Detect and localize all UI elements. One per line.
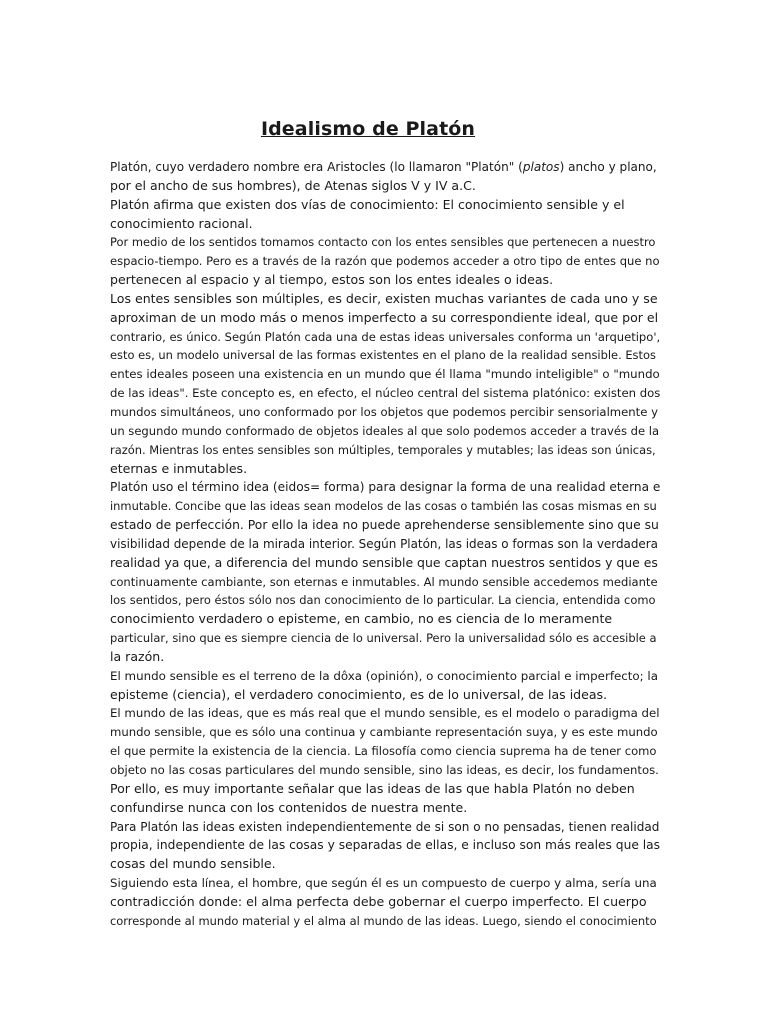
text-line: confundirse nunca con los contenidos de nuestra mente. <box>110 799 468 815</box>
text-line: los sentidos, pero éstos sólo nos dan conocimiento de lo particular. La ciencia, entendida como <box>110 593 656 608</box>
text-line: visibilidad depende de la mirada interior. Según Platón, las ideas o formas son la verdadera <box>110 536 658 551</box>
text-line: Por medio de los sentidos tomamos contacto con los entes sensibles que pertenecen a nuestro <box>110 235 656 250</box>
text-line: objeto no las cosas particulares del mundo sensible, sino las ideas, es decir, los fundamentos. <box>110 763 659 777</box>
text-line: inmutable. Concibe que las ideas sean modelos de las cosas o también las cosas mismas en su <box>110 499 657 514</box>
text-line: Platón, cuyo verdadero nombre era Aristocles (lo llamaron "Platón" (platos) ancho y plano, <box>110 160 657 174</box>
text-line: El mundo sensible es el terreno de la dôxa (opinión), o conocimiento parcial e imperfecto; la <box>110 668 658 683</box>
text-line: mundo sensible, que es sólo una continua y cambiante representación suya, y es este mundo <box>110 725 658 740</box>
text-line: Siguiendo esta línea, el hombre, que según él es un compuesto de cuerpo y alma, sería una <box>110 876 657 891</box>
text-line: conocimiento racional. <box>110 215 253 231</box>
text-line: mundos simultáneos, uno conformado por los objetos que podemos percibir sensorialmente y <box>110 404 658 419</box>
text-line: El mundo de las ideas, que es más real que el mundo sensible, es el modelo o paradigma del <box>110 706 660 721</box>
text-line: eternas e inmutables. <box>110 460 248 476</box>
text-line: particular, sino que es siempre ciencia de lo universal. Pero la universalidad sólo es accesible a <box>110 631 657 646</box>
text-line: razón. Mientras los entes sensibles son múltiples, temporales y mutables; las ideas son únicas, <box>110 442 656 457</box>
text-line: un segundo mundo conformado de objetos ideales al que solo podemos acceder a través de la <box>110 423 660 438</box>
text-line: propia, independiente de las cosas y separadas de ellas, e incluso son más reales que las <box>110 838 661 853</box>
text-line: el que permite la existencia de la ciencia. La filosofía como ciencia suprema ha de tener como <box>110 744 657 759</box>
document-title: Idealismo de Platón <box>260 118 476 140</box>
text-line: pertenecen al espacio y al tiempo, estos son los entes ideales o ideas. <box>110 272 554 288</box>
text-line: realidad ya que, a diferencia del mundo sensible que captan nuestros sentidos y que es <box>110 554 658 570</box>
text-line: contradicción donde: el alma perfecta debe gobernar el cuerpo imperfecto. El cuerpo <box>110 893 647 909</box>
text-line: episteme (ciencia), el verdadero conocimiento, es de lo universal, de las ideas. <box>110 686 608 702</box>
text-line: Los entes sensibles son múltiples, es decir, existen muchas variantes de cada uno y se <box>110 290 658 306</box>
text-line: esto es, un modelo universal de las formas existentes en el plano de la realidad sensible. Estos <box>110 348 656 363</box>
text-line: Por ello, es muy importante señalar que las ideas de las que habla Platón no deben <box>110 780 635 796</box>
text-line: Platón uso el término idea (eidos= forma) para designar la forma de una realidad eterna e <box>110 480 661 495</box>
text-line: la razón. <box>110 648 165 664</box>
document-body <box>110 158 660 931</box>
text-line: por el ancho de sus hombres), de Atenas siglos V y IV a.C. <box>110 177 476 193</box>
text-line: aproximan de un modo más o menos imperfecto a su correspondiente ideal, que por el <box>110 309 659 325</box>
text-line: Para Platón las ideas existen independientemente de si son o no pensadas, tienen realidad <box>110 819 660 834</box>
text-line: estado de perfección. Por ello la idea no puede aprehenderse sensiblemente sino que su <box>110 518 659 533</box>
text-line: espacio-tiempo. Pero es a través de la razón que podemos acceder a otro tipo de entes que no <box>110 254 660 269</box>
text-line: contrario, es único. Según Platón cada una de estas ideas universales conforma un 'arquetipo', <box>110 329 661 344</box>
text-line: de las ideas". Este concepto es, en efecto, el núcleo central del sistema platónico: existen dos <box>110 386 661 401</box>
text-line: conocimiento verdadero o episteme, en cambio, no es ciencia de lo meramente <box>110 611 613 627</box>
text-line: corresponde al mundo material y el alma al mundo de las ideas. Luego, siendo el conocimiento <box>110 913 657 928</box>
text-line: Platón afirma que existen dos vías de conocimiento: El conocimiento sensible y el <box>110 196 625 212</box>
text-line: cosas del mundo sensible. <box>110 856 276 872</box>
text-line: continuamente cambiante, son eternas e inmutables. Al mundo sensible accedemos mediante <box>110 574 658 589</box>
text-line: entes ideales poseen una existencia en un mundo que él llama "mundo inteligible" o "mundo <box>110 367 660 382</box>
